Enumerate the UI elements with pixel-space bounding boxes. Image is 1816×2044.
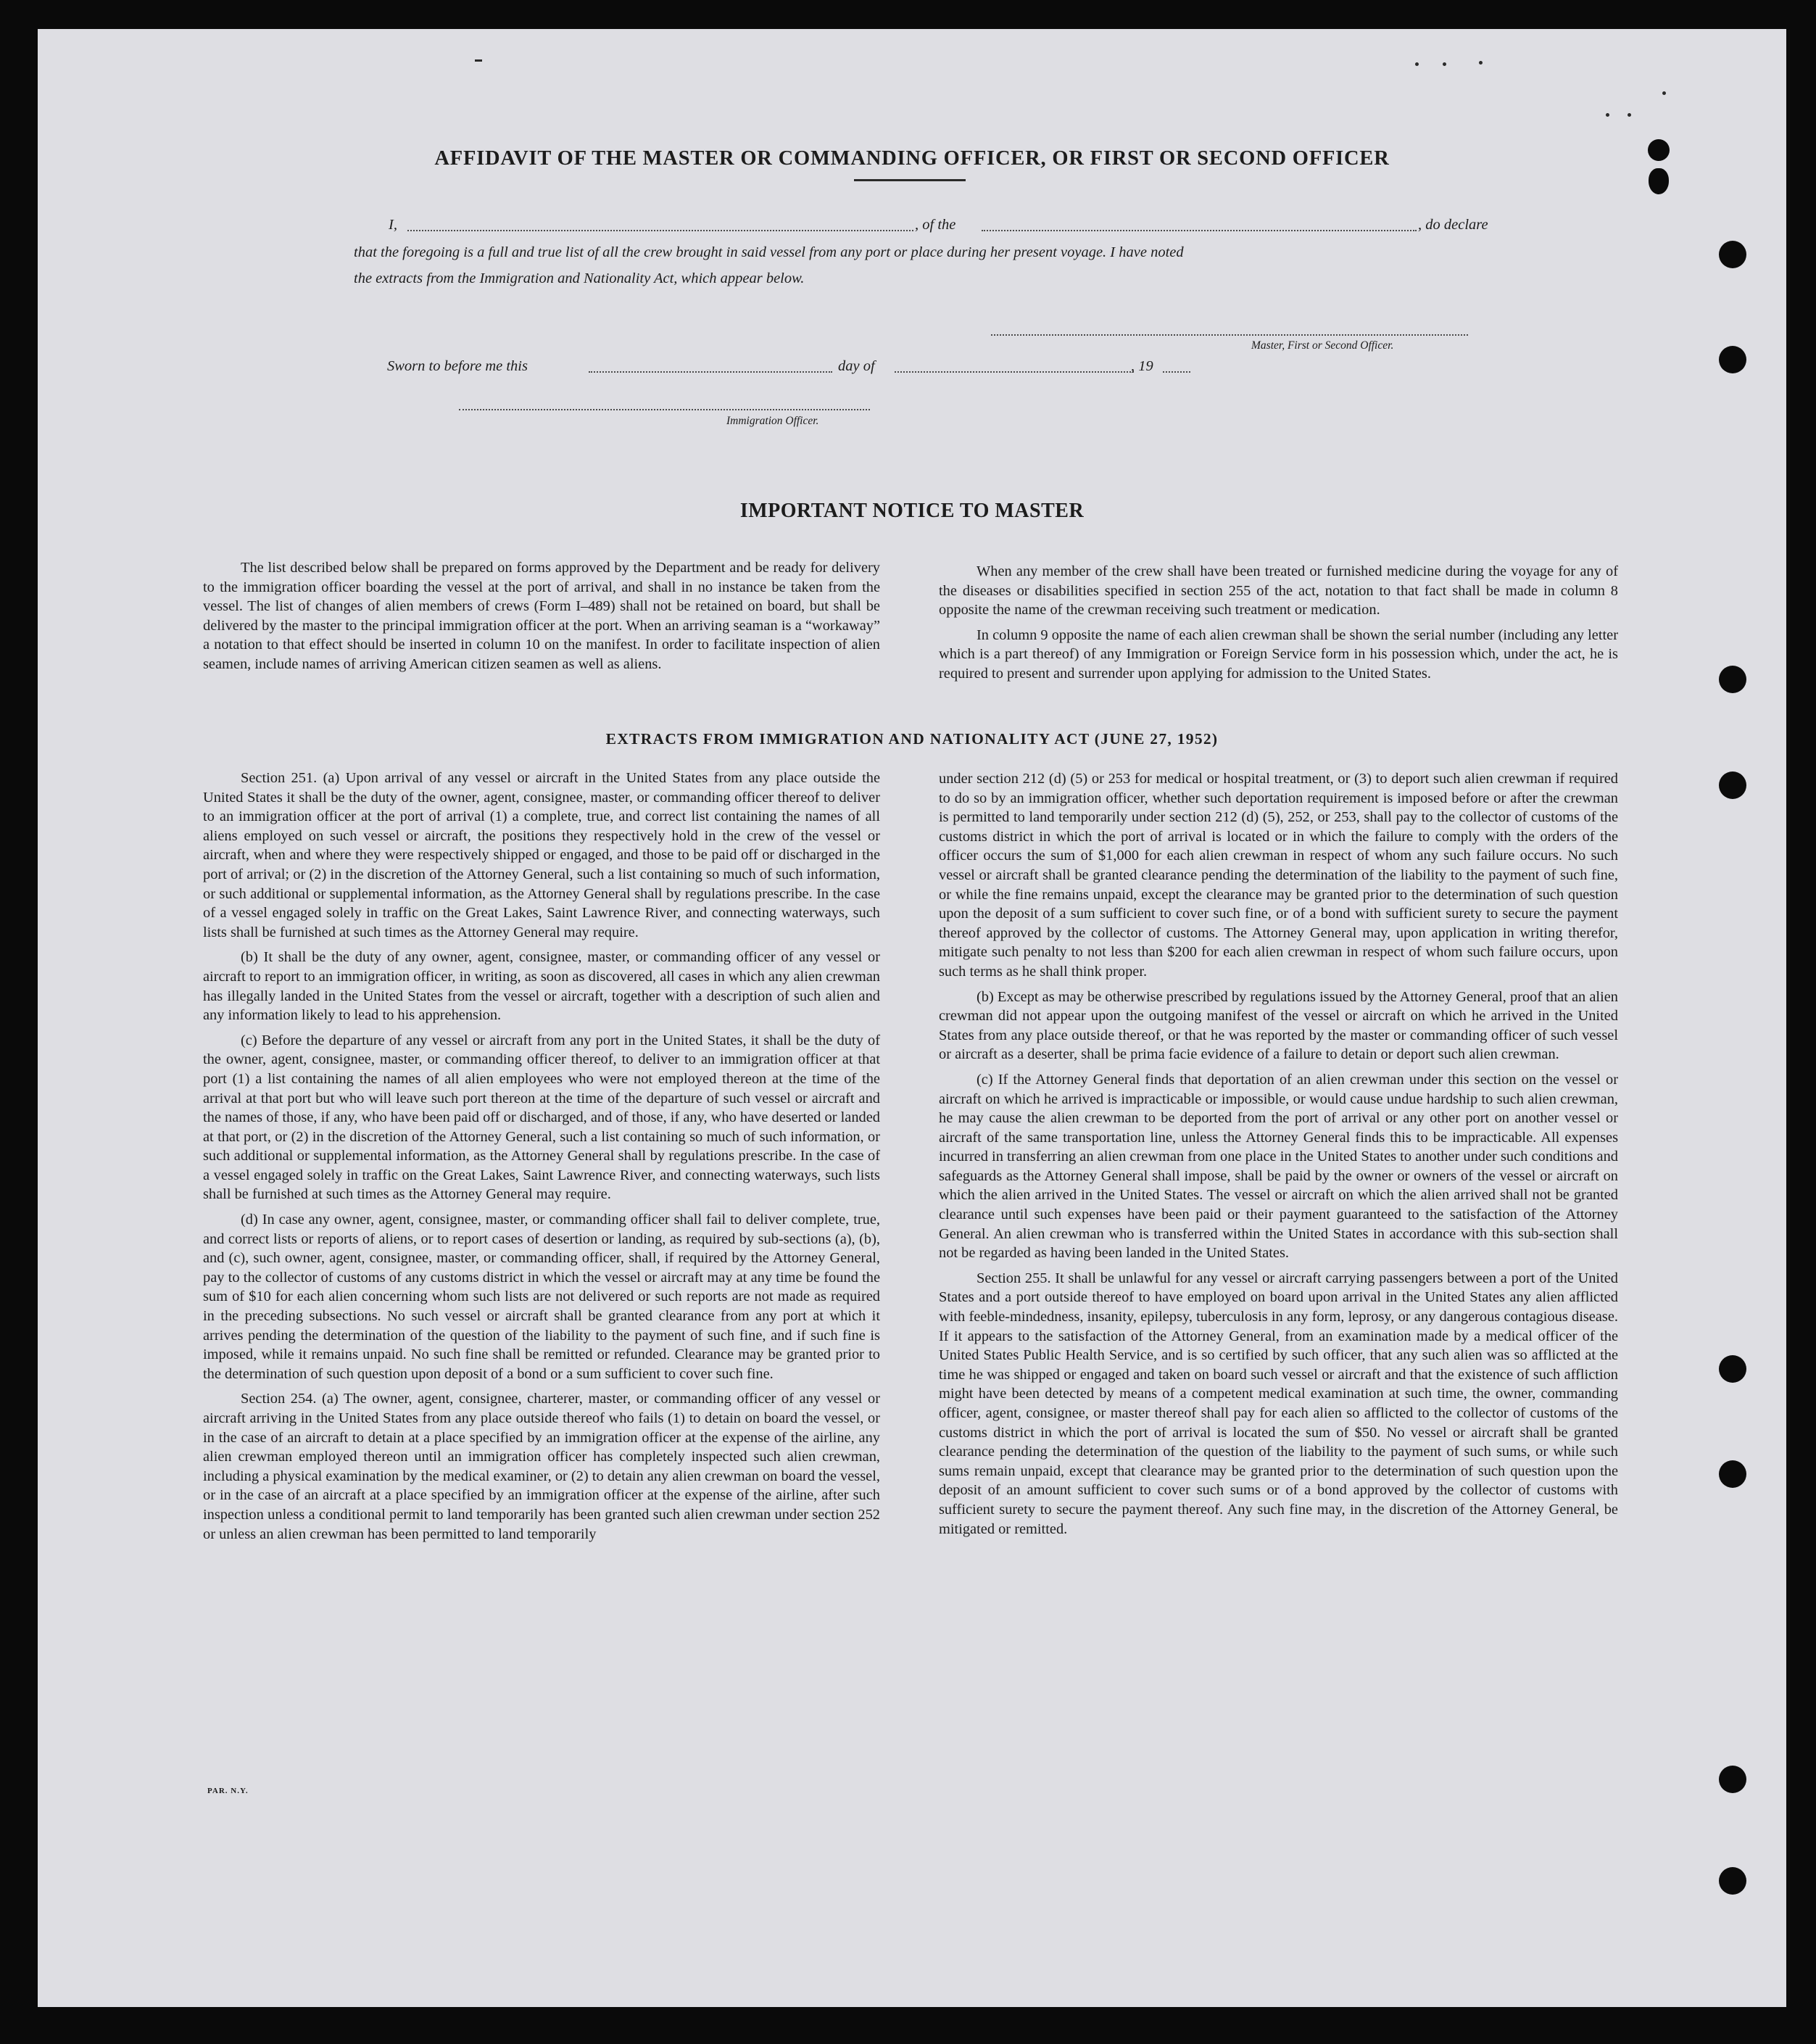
- extracts-left-column: [203, 769, 880, 1549]
- master-signature-caption: Master, First or Second Officer.: [1251, 339, 1394, 352]
- sworn-day-field[interactable]: [589, 371, 832, 373]
- year-prefix-label: , 19: [1131, 358, 1153, 374]
- sworn-month-field[interactable]: [895, 371, 1134, 373]
- officer-signature-line[interactable]: [459, 409, 870, 410]
- binder-hole: [1719, 241, 1746, 268]
- binder-hole: [1719, 346, 1746, 373]
- binder-hole: [1719, 1867, 1746, 1895]
- title-rule: [854, 179, 966, 181]
- sworn-label: Sworn to before me this: [387, 358, 528, 374]
- of-the-label: , of the: [915, 217, 956, 233]
- notice-paragraph: When any member of the crew shall have been treated or furnished medicine during the voyage for any of the diseases or disabilities specified in section 255 of the act, notation to that fact shall be made in column 8 opposite the name of the crewman receiving such treatment or medication.: [939, 563, 1618, 618]
- officer-signature-caption: Immigration Officer.: [726, 415, 819, 427]
- speck: [1628, 113, 1631, 117]
- affidavit-title: AFFIDAVIT OF THE MASTER OR COMMANDING OFFICER, OR FIRST OR SECOND OFFICER: [434, 147, 1390, 170]
- section-254b: (b) Except as may be otherwise prescribed by regulations issued by the Attorney General, proof that an alien crewman did not appear upon the outgoing manifest of the vessel or aircraft on which he arrived in the United States from any place outside thereof, or that he was reported by the master or commanding officer of such vessel or aircraft as a deserter, shall be prima facie evidence of a failure to detain or deport such alien crewman.: [939, 988, 1618, 1063]
- binder-hole: [1649, 168, 1669, 194]
- speck: [1606, 113, 1609, 117]
- statement-line-1: that the foregoing is a full and true list of all the crew brought in said vessel from any port or place during her present voyage. I have noted: [354, 244, 1184, 260]
- sworn-year-field[interactable]: [1163, 371, 1190, 373]
- section-254a: Section 254. (a) The owner, agent, consignee, charterer, master, or commanding officer of any vessel or aircraft arriving in the United States from any place outside thereof who fails (1) to detain on board the vessel, or in the case of an aircraft to detain at a place specified by an immigration officer at the expense of the airline, any alien crewman employed thereon until an immigration officer has completely inspected such alien crewman, including a physical examination by the medical examiner, or (2) to detain any alien crewman on board the vessel, or in the case of an aircraft at a place specified by an immigration officer at the expense of the airline, after such inspection unless a conditional permit to land temporarily has been granted such alien crewman under section 252 or unless an alien crewman has been permitted to land temporarily: [203, 1391, 880, 1542]
- extracts-right-column: [939, 769, 1618, 1544]
- speck: [1662, 91, 1666, 95]
- section-254a-continued: under section 212 (d) (5) or 253 for medical or hospital treatment, or (3) to deport such alien crewman if required to do so by an immigration officer, whether such deportation requirement is imposed before or after the crewman is permitted to land temporarily under section 212 (d) (5), 252, or 253, shall pay to the collector of customs of the customs district in which the port of arrival is located or in which the failure to comply with the orders of the officer occurs the sum of $1,000 for each alien crewman in respect of whom any such failure occurs. No such vessel or aircraft shall be granted clearance pending the determination of the liability to the payment of such fine, or while the fine remains unpaid, except the clearance may be granted prior to the determination of such question upon the deposit of a sum sufficient to cover such fine, or of a bond with sufficient surety to secure the payment thereof approved by the collector of customs. The Attorney General may, upon application in writing therefor, mitigate such penalty to not less than $200 for each alien crewman in respect of whom such failure occurs, upon such terms as he shall think proper.: [939, 771, 1618, 980]
- notice-paragraph: In column 9 opposite the name of each alien crewman shall be shown the serial number (including any letter which is a part thereof) of any Immigration or Foreign Service form in his possession which, under the act, he is required to present and surrender upon applying for admission to the United States.: [939, 626, 1618, 682]
- declarant-label: I,: [389, 217, 397, 233]
- do-declare-label: , do declare: [1418, 217, 1488, 233]
- section-251d: (d) In case any owner, agent, consignee, master, or commanding officer shall fail to deliver complete, true, and correct lists or reports of aliens, or to report cases of desertion or landing, as required by sub-sections (a), (b), and (c), such owner, agent, consignee, master, or commanding officer, shall, if required by the Attorney General, pay to the collector of customs of any customs district in which the vessel or aircraft may at any time be found the sum of $10 for each alien concerning whom such lists are not delivered or such reports are not made as required in the preceding subsections. No such vessel or aircraft shall be granted clearance from any port at which it arrives pending the determination of the question of the liability to the payment of such fine, and if such fine is imposed, while it remains unpaid. No such fine shall be remitted or refunded. Clearance may be granted prior to the determination of such question upon deposit of a bond or a sum sufficient to cover such fine.: [203, 1212, 880, 1382]
- statement-line-2: the extracts from the Immigration and Nationality Act, which appear below.: [354, 270, 805, 286]
- binder-hole: [1719, 1460, 1746, 1488]
- extracts-title: EXTRACTS FROM IMMIGRATION AND NATIONALITY ACT (JUNE 27, 1952): [605, 730, 1219, 748]
- speck: [1479, 61, 1483, 65]
- binder-hole: [1719, 771, 1746, 799]
- speck: [1443, 62, 1446, 66]
- declarant-name-field[interactable]: [407, 230, 913, 231]
- binder-hole: [1719, 1355, 1746, 1383]
- speck: [1415, 62, 1419, 66]
- binder-hole: [1719, 666, 1746, 693]
- notice-right-column: [939, 562, 1618, 690]
- stray-mark: [475, 59, 482, 62]
- printer-mark: PAR. N.Y.: [207, 1787, 249, 1795]
- section-254c: (c) If the Attorney General finds that deportation of an alien crewman under this section on the vessel or aircraft on which he arrived is impracticable or impossible, or would cause undue hardship to such alien crewman, he may cause the alien crewman to be deported from the port of arrival or any other port on another vessel or aircraft of the same transportation line, unless the Attorney General finds this to be impracticable. All expenses incurred in transferring an alien crewman from one place in the United States to another under such conditions and safeguards as the Attorney General shall impose, shall be paid by the owner or owners of the vessel or aircraft on which the alien arrived in the United States. The vessel or aircraft on which the alien arrived shall not be granted clearance until such expenses have been paid or their payment guaranteed to the satisfaction of the Attorney General. An alien crewman who is transferred within the United States in accordance with this sub-section shall not be regarded as having been landed in the United States.: [939, 1071, 1618, 1262]
- day-of-label: day of: [838, 358, 875, 374]
- master-signature-line[interactable]: [991, 334, 1468, 336]
- notice-left-column: [203, 558, 880, 680]
- binder-hole: [1719, 1766, 1746, 1793]
- section-255: Section 255. It shall be unlawful for any vessel or aircraft carrying passengers between a port of the United States and a port outside thereof to have employed on board upon arrival in the United States any alien afflicted with feeble-mindedness, insanity, epilepsy, tuberculosis in any form, leprosy, or any dangerous contagious disease. If it appears to the satisfaction of the Attorney General, from an examination made by a medical officer of the United States Public Health Service, and is so certified by such officer, that any such alien was so afflicted at the time he was shipped or engaged and taken on board such vessel or aircraft and that the existence of such affliction might have been detected by means of a competent medical examination at such time, the owner, commanding officer, agent, consignee, or master thereof shall pay for each alien so afflicted to the collector of customs of the customs district in which the port of arrival is located the sum of $50. No vessel or aircraft shall be granted clearance pending the determination of the question of the liability to the payment of such sums, or while such sums remain unpaid, except that clearance may be granted prior to the determination of such question upon the deposit of an amount sufficient to cover such sums or of a bond approved by the collector of customs with sufficient surety to secure the payment thereof. Any such fine may, in the discretion of the Attorney General, be mitigated or remitted.: [939, 1270, 1618, 1537]
- document-page: [38, 29, 1786, 2007]
- section-251c: (c) Before the departure of any vessel or aircraft from any port in the United States, it shall be the duty of the owner, agent, consignee, master, or commanding officer thereof, to deliver to an immigration officer at that port (1) a list containing the names of all alien employees who were not employed thereon at the time of the arrival at that port but who will leave such port thereon at the time of the departure of such vessel or aircraft and the names of those, if any, who have been paid off or discharged, and of those, if any, who have deserted or landed at that port, or (2) in the discretion of the Attorney General, such a list containing so much of such information, or such additional or supplemental information, as the Attorney General shall by regulations prescribe. In the case of a vessel engaged solely in traffic on the Great Lakes, Saint Lawrence River, and connecting waterways, such lists shall be furnished at such times as the Attorney General may require.: [203, 1032, 880, 1203]
- section-251b: (b) It shall be the duty of any owner, agent, consignee, master, or commanding officer of any vessel or aircraft to report to an immigration officer, in writing, as soon as discovered, all cases in which any alien crewman has illegally landed in the United States from the vessel or aircraft, together with a description of such alien and any information likely to lead to his apprehension.: [203, 949, 880, 1024]
- vessel-name-field[interactable]: [982, 230, 1417, 231]
- notice-title: IMPORTANT NOTICE TO MASTER: [739, 500, 1085, 522]
- notice-paragraph: The list described below shall be prepared on forms approved by the Department and be ready for delivery to the immigration officer boarding the vessel at the port of arrival, and shall in no instance be taken from the vessel. The list of changes of alien members of crews (Form I–489) shall not be retained on board, but shall be delivered by the master to the principal immigration officer at the port. When an arriving seaman is a “workaway” a notation to that effect should be inserted in column 10 on the manifest. In order to facilitate inspection of alien seamen, include names of arriving American citizen seamen as well as aliens.: [203, 560, 880, 672]
- section-251a: Section 251. (a) Upon arrival of any vessel or aircraft in the United States from any place outside the United States it shall be the duty of the owner, agent, consignee, master, or commanding officer thereof to deliver to an immigration officer at the port of arrival (1) a complete, true, and correct list containing the names of all aliens employed on such vessel or aircraft, the positions they respectively hold in the crew of the vessel or aircraft, when and where they were respectively shipped or engaged, and those to be paid off or discharged in the port of arrival; or (2) in the discretion of the Attorney General, such a list containing so much of such information, or such additional or supplemental information, as the Attorney General shall by regulations prescribe. In the case of a vessel engaged solely in traffic on the Great Lakes, Saint Lawrence River, and connecting waterways, such lists shall be furnished at such times as the Attorney General may require.: [203, 770, 880, 940]
